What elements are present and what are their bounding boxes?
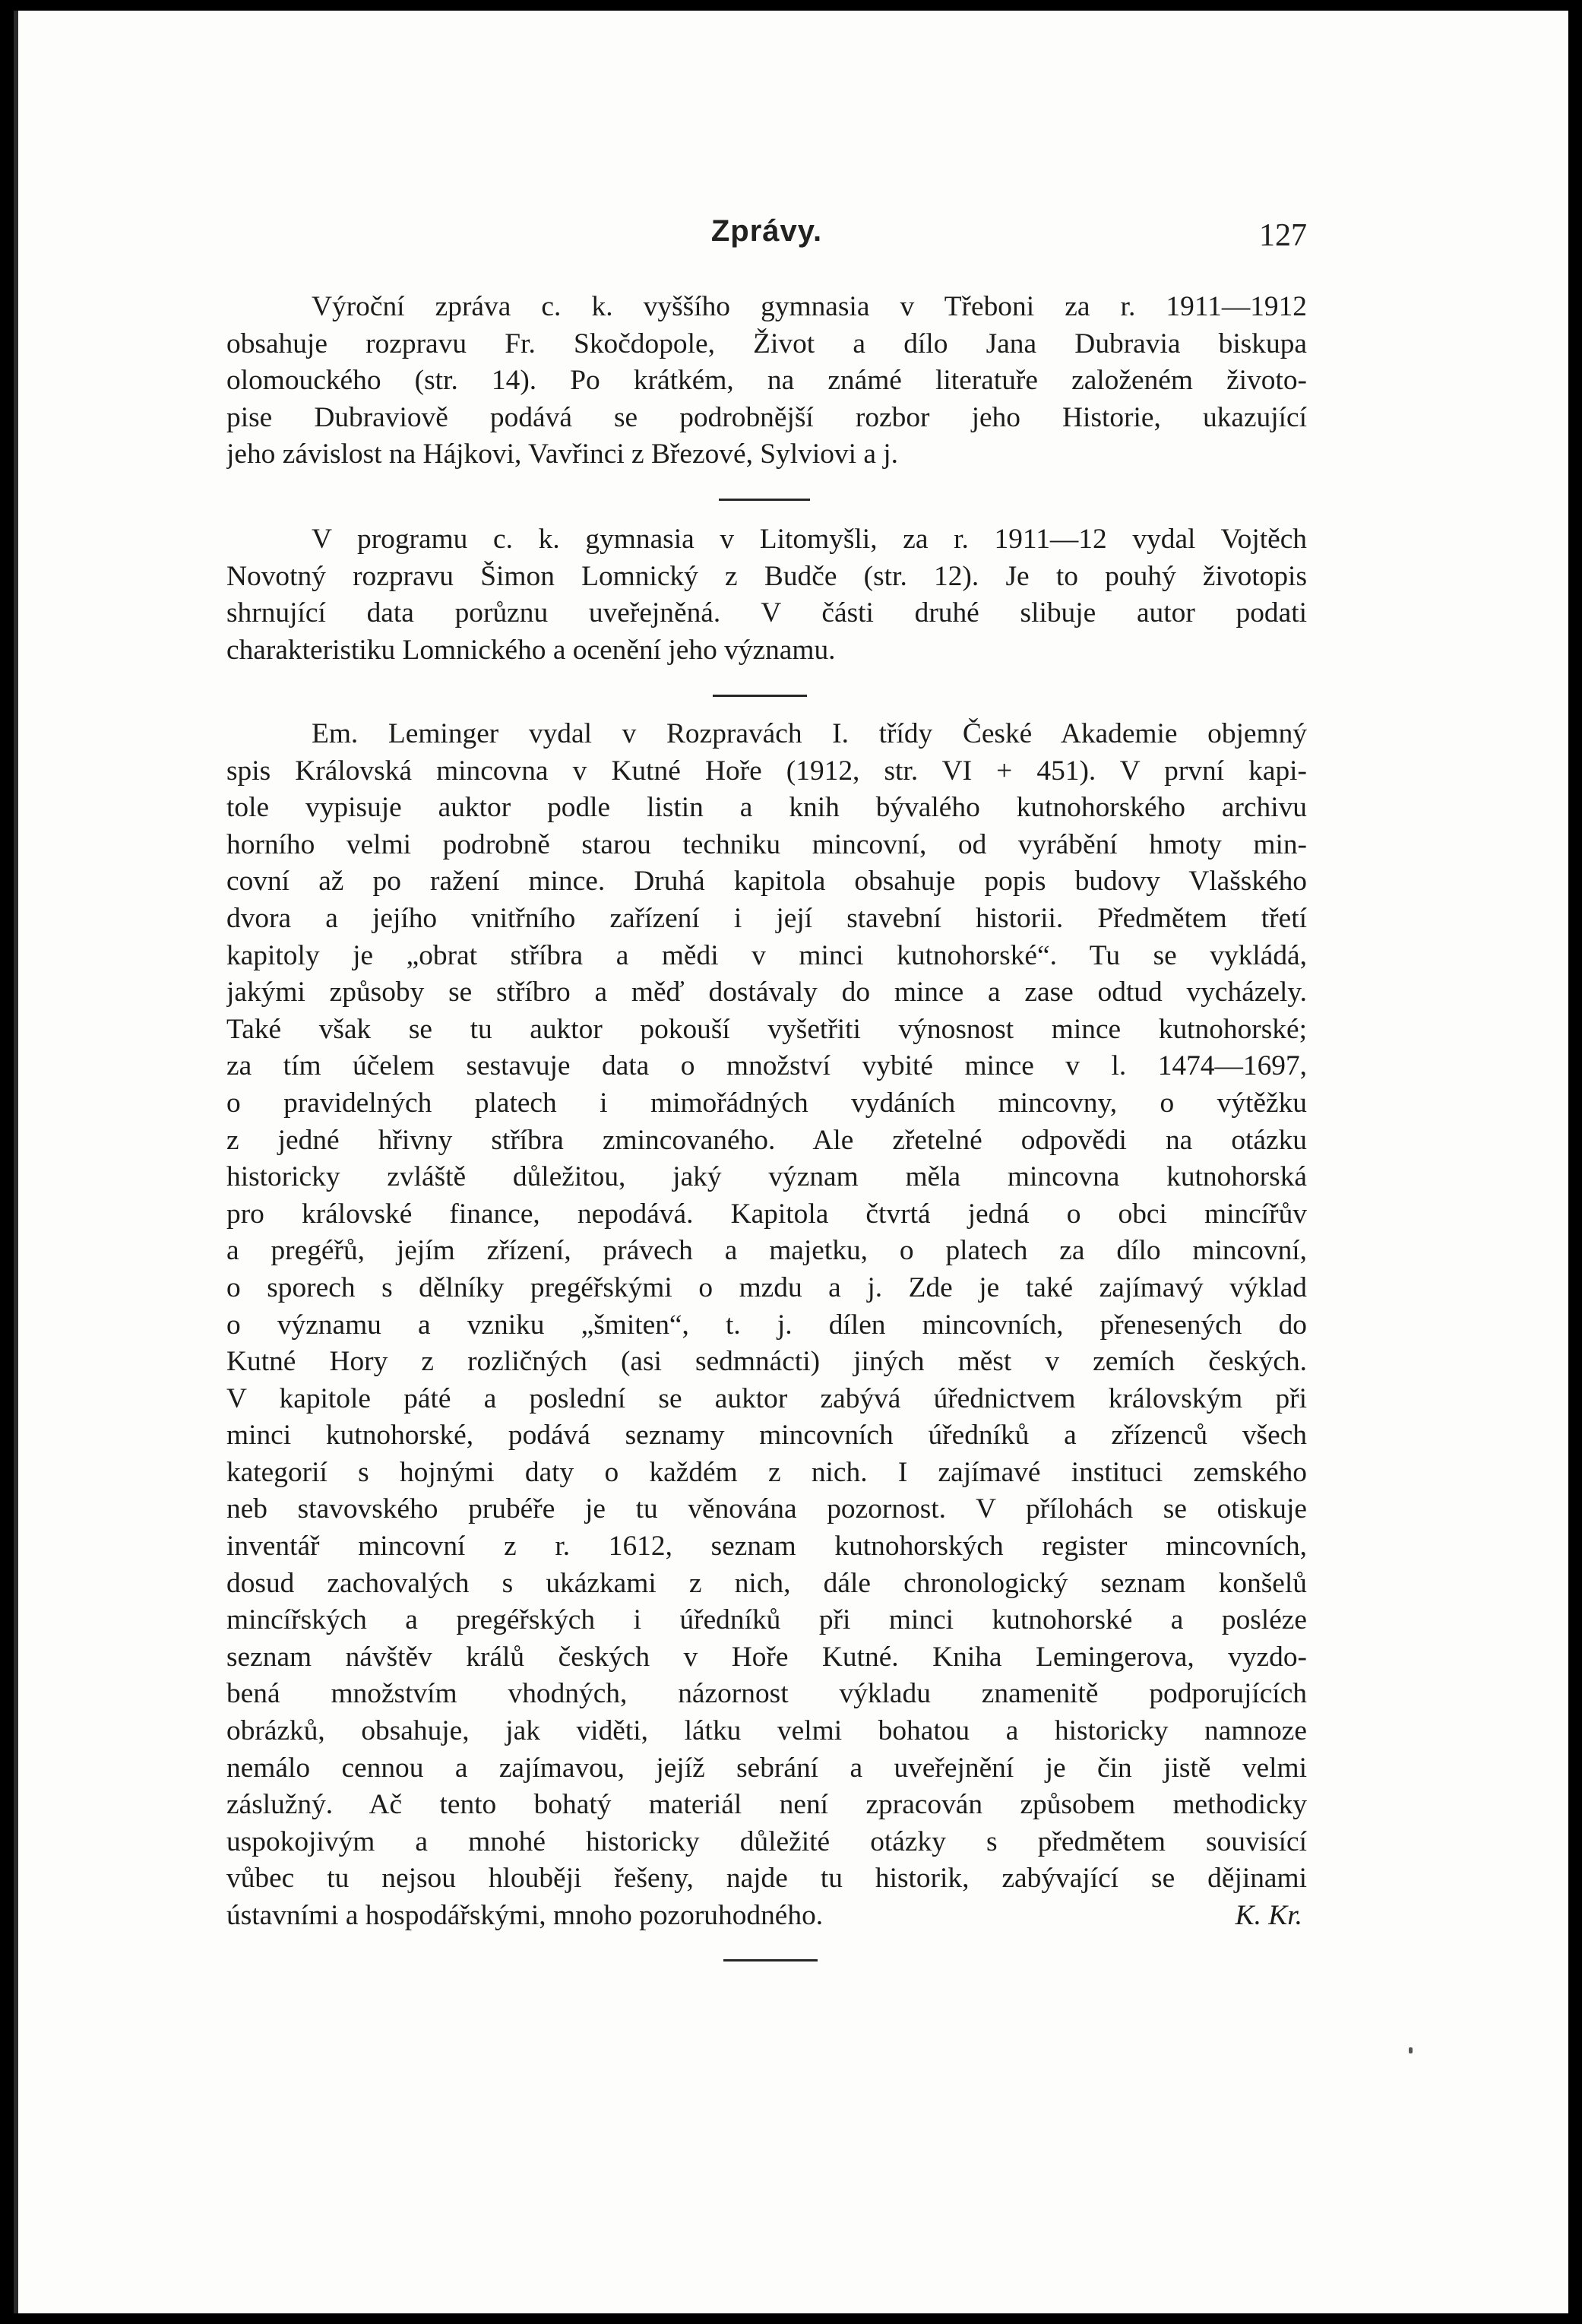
text-line: tole vypisuje auktor podle listin a knih bývalého kutnohorského archivu (226, 792, 1307, 824)
scanned-page (14, 11, 1568, 2313)
text-line: uspokojivým a mnohé historicky důležité otázky s předmětem souvisící (226, 1825, 1307, 1857)
text-line: obrázků, obsahuje, jak viděti, látku velmi bohatou a historicky namnoze (226, 1715, 1307, 1747)
section-divider (719, 499, 810, 501)
text-line: kapitoly je „obrat stříbra a mědi v minci kutnohorské“. Tu se vykládá, (226, 939, 1307, 971)
report-litomysl (226, 521, 1307, 669)
review-leminger (226, 716, 1307, 1935)
text-line: V kapitole páté a poslední se auktor zabývá úřednictvem královským při (226, 1382, 1307, 1414)
page-binding-edge (14, 11, 18, 2313)
scan-speck (1409, 2047, 1413, 2053)
text-line: spis Královská mincovna v Kutné Hoře (1912, str. VI + 451). V první kapi- (226, 755, 1307, 787)
text-line: o sporech s dělníky pregéřskými o mzdu a j. Zde je také zajímavý výklad (226, 1271, 1307, 1303)
text-line: o pravidelných platech i mimořádných vydáních mincovny, o výtěžku (226, 1087, 1307, 1119)
reviewer-signature: K. Kr. (1235, 1900, 1302, 1931)
text-line: nemálo cennou a zajímavou, jejíž sebrání a uveřejnění je čin jistě velmi (226, 1752, 1307, 1784)
text-line: minci kutnohorské, podává seznamy mincovních úředníků a zřízenců všech (226, 1420, 1307, 1452)
text-line: V programu c. k. gymnasia v Litomyšli, za r. 1911—12 vydal Vojtěch (312, 524, 1307, 555)
text-line: za tím účelem sestavuje data o množství vybité mince v l. 1474—1697, (226, 1050, 1307, 1082)
text-line: bená množstvím vhodných, názornost výkladu znamenitě podporujících (226, 1678, 1307, 1710)
text-line: jakými způsoby se stříbro a měď dostávaly do mince a zase odtud vycházely. (226, 977, 1307, 1008)
text-line: obsahuje rozpravu Fr. Skočdopole, Život a dílo Jana Dubravia biskupa (226, 328, 1307, 359)
text-line: dosud zachovalých s ukázkami z nich, dále chronologický seznam konšelů (226, 1567, 1307, 1599)
text-line: shrnující data porůznu uveřejněná. V části druhé slibuje autor podati (226, 597, 1307, 629)
text-line: historicky zvláště důležitou, jaký význam měla mincovna kutnohorská (226, 1161, 1307, 1193)
text-line: z jedné hřivny stříbra zmincovaného. Ale zřetelné odpovědi na otázku (226, 1124, 1307, 1156)
text-line: a pregéřů, jejím zřízení, právech a majetku, o platech za dílo mincovní, (226, 1235, 1307, 1267)
text-line: covní až po ražení mince. Druhá kapitola obsahuje popis budovy Vlašského (226, 866, 1307, 898)
text-line: pro královské finance, nepodává. Kapitola čtvrtá jedná o obci mincířův (226, 1198, 1307, 1230)
text-line: vůbec tu nejsou hlouběji řešeny, najde tu historik, zabývající se dějinami (226, 1863, 1307, 1895)
section-title: Zprávy. (710, 214, 823, 248)
text-line: Em. Leminger vydal v Rozpravách I. třídy České Akademie objemný (312, 718, 1307, 749)
closing-line (226, 1898, 1307, 1935)
section-divider (723, 1959, 818, 1961)
section-divider (713, 695, 807, 697)
text-line: seznam návštěv králů českých v Hoře Kutné. Kniha Lemingerova, vyzdo- (226, 1641, 1307, 1673)
text-line: záslužný. Ač tento bohatý materiál není zpracován způsobem methodicky (226, 1789, 1307, 1821)
text-line: Výroční zpráva c. k. vyššího gymnasia v Třeboni za r. 1911—1912 (312, 291, 1307, 322)
text-line: inventář mincovní z r. 1612, seznam kutnohorských register mincovních, (226, 1531, 1307, 1563)
text-line: dvora a jejího vnitřního zařízení i její stavební historii. Předmětem třetí (226, 902, 1307, 934)
text-line: Novotný rozpravu Šimon Lomnický z Budče (str. 12). Je to pouhý životopis (226, 560, 1307, 592)
text-line: pise Dubraviově podává se podrobnější rozbor jeho Historie, ukazující (226, 401, 1307, 433)
page-number: 127 (1259, 218, 1307, 253)
running-header (226, 214, 1307, 268)
text-line: horního velmi podrobně starou techniku mincovní, od vyrábění hmoty min- (226, 828, 1307, 860)
text-line: mincířských a pregéřských i úředníků při minci kutnohorské a posléze (226, 1604, 1307, 1636)
text-line: neb stavovského prubéře je tu věnována pozornost. V přílohách se otiskuje (226, 1493, 1307, 1525)
text-line: Také však se tu auktor pokouší vyšetřiti výnosnost mince kutnohorské; (226, 1013, 1307, 1045)
text-line: olomouckého (str. 14). Po krátkém, na známé literatuře založeném životo- (226, 365, 1307, 397)
text-line: charakteristiku Lomnického a ocenění jeho významu. (226, 634, 836, 666)
text-line: Kutné Hory z rozličných (asi sedmnácti) jiných měst v zemích českých. (226, 1346, 1307, 1378)
text-line: ústavními a hospodářskými, mnoho pozoruhodného. (226, 1900, 824, 1931)
text-line: jeho závislost na Hájkovi, Vavřinci z Březové, Sylviovi a j. (226, 439, 899, 470)
text-line: kategorií s hojnými daty o každém z nich. I zajímavé instituci zemského (226, 1456, 1307, 1488)
text-line: o významu a vzniku „šmiten“, t. j. dílen mincovních, přenesených do (226, 1309, 1307, 1341)
report-trebon (226, 289, 1307, 473)
